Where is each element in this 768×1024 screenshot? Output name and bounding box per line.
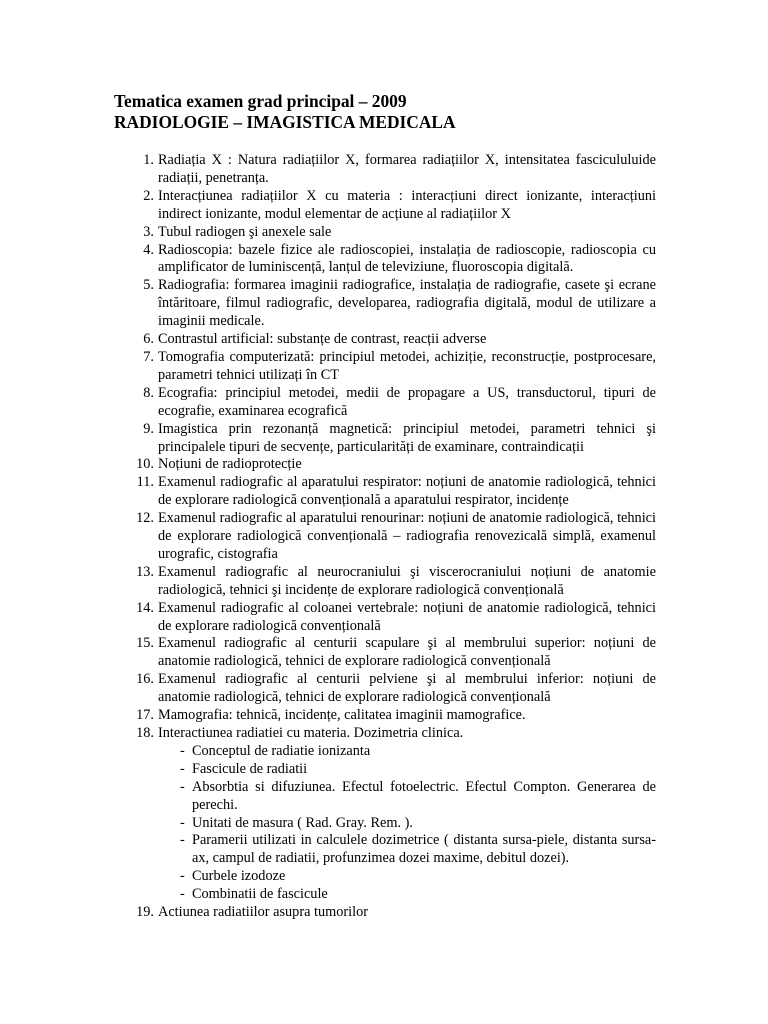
- sub-list-item: [114, 779, 656, 815]
- list-item-text: Actiunea radiatiilor asupra tumorilor: [158, 904, 369, 921]
- sub-item-dash: -: [180, 868, 185, 885]
- sub-list-item: [114, 815, 656, 833]
- list-item-text: Contrastul artificial: substanțe de contrast, reacții adverse: [158, 331, 487, 348]
- list-item-text: Radiografia: formarea imaginii radiografice, instalația de radiografie, casete şi ecrane întăritoare, filmul radiografic, developarea, radiografia digitală, modul de utilizare a imaginii medicale.: [158, 277, 656, 330]
- sub-item-text: Combinatii de fascicule: [192, 886, 328, 903]
- sub-item-text: Paramerii utilizati in calculele dozimetrice ( distanta sursa-piele, distanta sursa-ax, campul de radiatii, profunzimea dozei maxime, debitul dozei).: [192, 832, 656, 867]
- list-item-number: 2.: [143, 187, 154, 204]
- list-item-text: Radioscopia: bazele fizice ale radioscopiei, instalația de radioscopie, radioscopia cu amplificator de luminiscență, lanțul de televiziune, fluoroscopia digitală.: [158, 241, 656, 276]
- sub-item-dash: -: [180, 742, 185, 759]
- list-item-text: Examenul radiografic al centurii scapulare şi al membrului superior: noțiuni de anatomie radiologică, tehnici de explorare radiologică convențională: [158, 635, 656, 670]
- topics-list: [114, 152, 656, 922]
- sub-list: [158, 743, 656, 904]
- list-item: [114, 385, 656, 421]
- list-item-number: 10.: [136, 456, 154, 473]
- document-title: Tematica examen grad principal – 2009: [114, 91, 407, 111]
- list-item-number: 12.: [136, 510, 154, 527]
- list-item-number: 14.: [136, 599, 154, 616]
- list-item-number: 13.: [136, 563, 154, 580]
- sub-item-dash: -: [180, 814, 185, 831]
- list-item: [114, 671, 656, 707]
- list-item: [114, 152, 656, 188]
- document-subtitle: RADIOLOGIE – IMAGISTICA MEDICALA: [114, 112, 456, 132]
- sub-list-item: [114, 886, 656, 904]
- list-item-number: 1.: [143, 152, 154, 168]
- list-item-text: Radiația X : Natura radiațiilor X, formarea radiațiilor X, intensitatea fascicululuide radiații, penetranța.: [158, 152, 656, 186]
- list-item-number: 4.: [143, 241, 154, 258]
- sub-item-text: Unitati de masura ( Rad. Gray. Rem. ).: [192, 814, 414, 831]
- list-item-number: 9.: [143, 420, 154, 437]
- list-item: [114, 707, 656, 725]
- list-item-text: Mamografia: tehnică, incidențe, calitatea imaginii mamografice.: [158, 707, 526, 724]
- list-item-text: Examenul radiografic al aparatului renourinar: noțiuni de anatomie radiologică, tehnici de explorare radiologică convențională – radiografia renovezicală simplă, examenul urografic, cistografia: [158, 510, 656, 562]
- list-item: [114, 564, 656, 600]
- list-item: [114, 331, 656, 349]
- list-item: [114, 600, 656, 636]
- list-item-number: 11.: [136, 474, 154, 491]
- list-item: [114, 349, 656, 385]
- sub-item-dash: -: [180, 832, 185, 849]
- list-item-number: 17.: [136, 707, 154, 724]
- sub-list-item: [114, 761, 656, 779]
- list-item-text: Ecografia: principiul metodei, medii de propagare a US, transductorul, tipuri de ecografie, examinarea ecografică: [158, 384, 656, 419]
- list-item: [114, 224, 656, 242]
- list-item-text: Imagistica prin rezonanță magnetică: principiul metodei, parametri tehnici şi principalele tipuri de secvențe, particularități de examinare, contraindicații: [158, 420, 656, 455]
- list-item: [114, 510, 656, 564]
- list-item-number: 19.: [136, 904, 154, 921]
- sub-item-dash: -: [180, 886, 185, 903]
- list-item-number: 5.: [143, 277, 154, 294]
- sub-list-item: [114, 832, 656, 868]
- list-item-number: 18.: [136, 725, 154, 741]
- list-item: [114, 635, 656, 671]
- list-item: [114, 421, 656, 457]
- list-item-number: 6.: [143, 331, 154, 348]
- list-item-text: Examenul radiografic al aparatului respirator: noțiuni de anatomie radiologică, tehnici de explorare radiologică convențională a aparatului respirator, incidențe: [158, 474, 656, 509]
- list-item: [114, 188, 656, 224]
- sub-item-text: Absorbtia si difuziunea. Efectul fotoelectric. Efectul Compton. Generarea de perechi.: [192, 778, 656, 813]
- list-item: [114, 242, 656, 278]
- sub-item-text: Fascicule de radiatii: [192, 760, 308, 777]
- list-item: [114, 725, 656, 904]
- list-item-text: Noțiuni de radioprotecție: [158, 456, 302, 473]
- list-item-number: 16.: [136, 671, 154, 688]
- sub-list-item: [114, 868, 656, 886]
- sub-list-item: [114, 743, 656, 761]
- list-item: [114, 277, 656, 331]
- list-item-text: Tomografia computerizată: principiul metodei, achiziție, reconstrucție, postprocesare, parametri tehnici utilizați în CT: [158, 348, 656, 383]
- list-item-text: Interactiunea radiatiei cu materia. Dozimetria clinica.: [158, 725, 464, 741]
- list-item-number: 7.: [143, 348, 154, 365]
- list-item-text: Interacțiunea radiațiilor X cu materia : interacțiuni direct ionizante, interacțiuni indirect ionizante, modul elementar de acțiune al radiațiilor X: [158, 187, 656, 222]
- list-item-text: Examenul radiografic al neurocraniului şi viscerocraniului noțiuni de anatomie radiologică, tehnici şi incidențe de explorare radiologică convențională: [158, 563, 656, 598]
- list-item-number: 8.: [143, 384, 154, 401]
- sub-item-text: Conceptul de radiatie ionizanta: [192, 742, 371, 759]
- sub-item-dash: -: [180, 760, 185, 777]
- sub-item-dash: -: [180, 778, 185, 795]
- list-item-text: Examenul radiografic al centurii pelviene şi al membrului inferior: noțiuni de anatomie radiologică, tehnici de explorare radiologică convențională: [158, 671, 656, 706]
- list-item-text: Tubul radiogen şi anexele sale: [158, 223, 332, 240]
- list-item: [114, 474, 656, 510]
- list-item-number: 3.: [143, 223, 154, 240]
- document-header: [114, 91, 456, 133]
- sub-item-text: Curbele izodoze: [192, 868, 286, 885]
- list-item: [114, 456, 656, 474]
- list-item-number: 15.: [136, 635, 154, 652]
- list-item: [114, 904, 656, 922]
- list-item-text: Examenul radiografic al coloanei vertebrale: noțiuni de anatomie radiologică, tehnici de explorare radiologică convențională: [158, 599, 656, 634]
